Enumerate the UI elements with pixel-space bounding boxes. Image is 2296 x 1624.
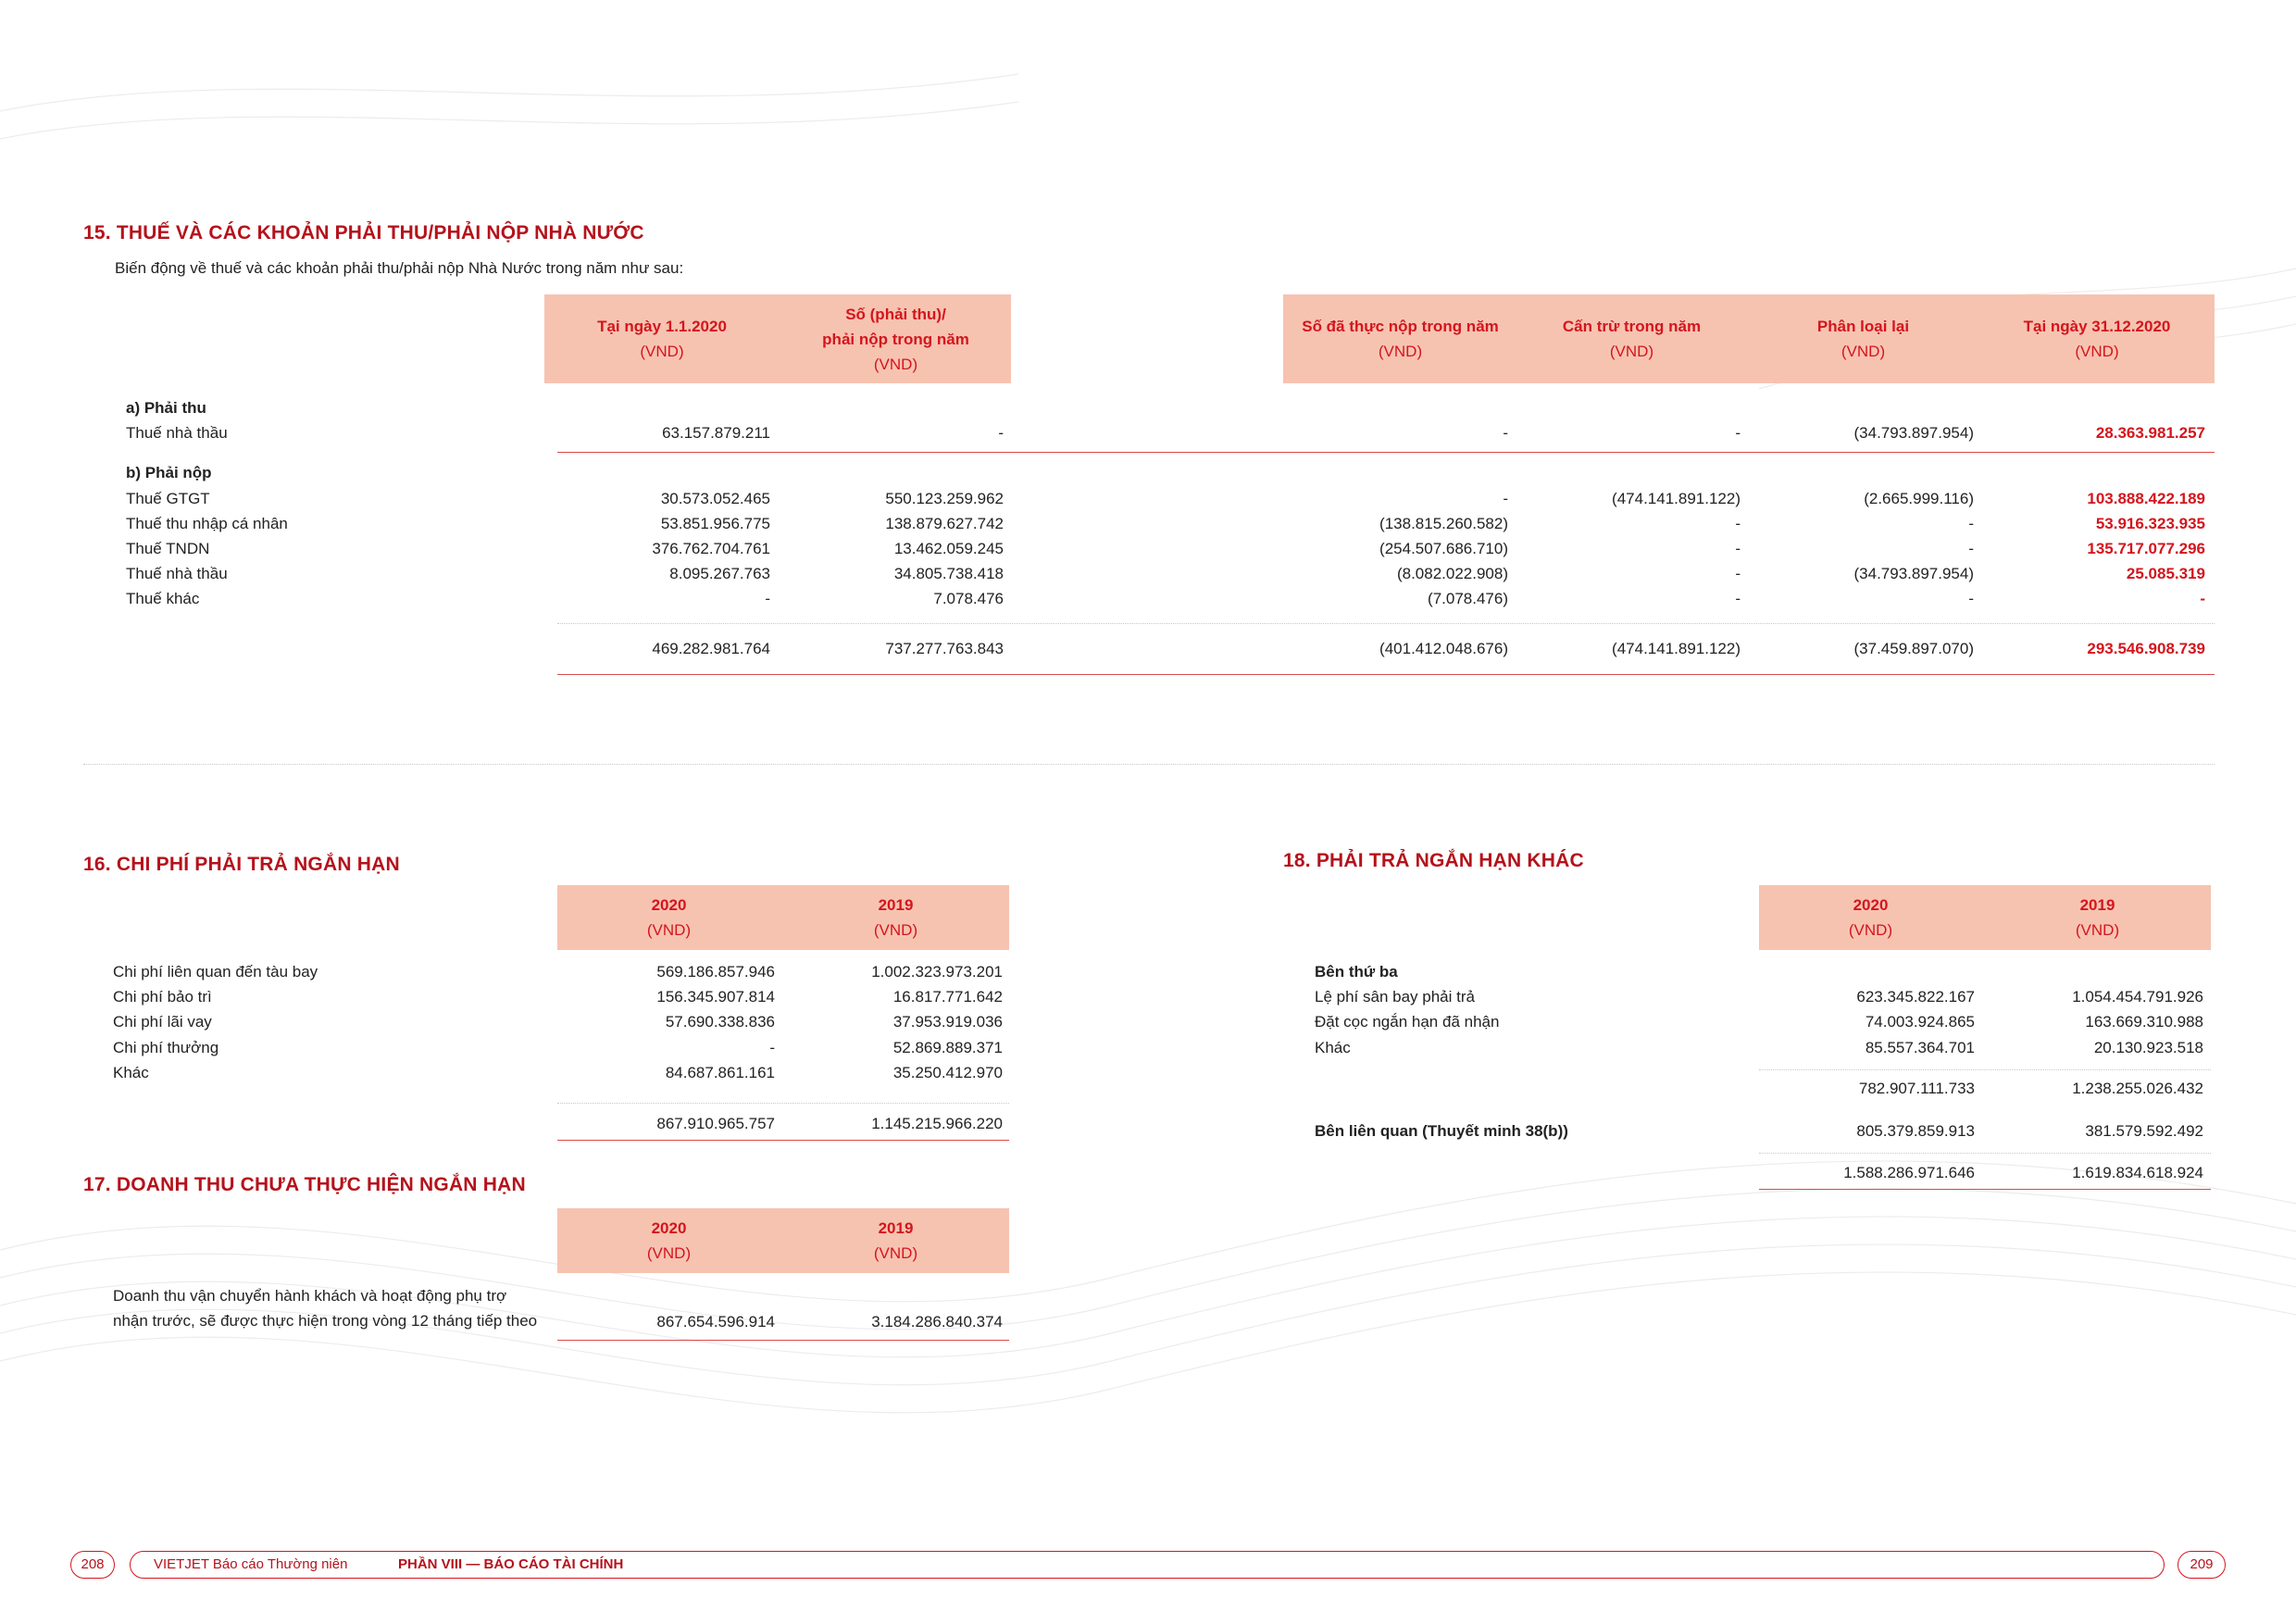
s16-cell: 1.002.323.973.201 bbox=[871, 963, 1003, 981]
s15-header-closing: Tại ngày 31.12.2020 (VND) bbox=[2023, 318, 2171, 360]
s18-dotted-divider bbox=[1759, 1069, 2211, 1070]
s15-group-b-label: b) Phải nộp bbox=[126, 464, 212, 481]
s17-header-2019: 2019 (VND) bbox=[873, 1219, 918, 1262]
s18-header-2020: 2020 (VND) bbox=[1848, 896, 1893, 939]
s15-header-opening: Tại ngày 1.1.2020 (VND) bbox=[597, 318, 727, 360]
s18-group-third-label: Bên thứ ba bbox=[1315, 963, 1398, 981]
section-17-title: 17. DOANH THU CHƯA THỰC HIỆN NGẮN HẠN bbox=[83, 1174, 526, 1195]
s15-cell-closing: 103.888.422.189 bbox=[2087, 490, 2205, 507]
s16-total-cell: 1.145.215.966.220 bbox=[871, 1115, 1003, 1132]
s15-cell: - bbox=[1968, 540, 1974, 557]
s15-cell: (474.141.891.122) bbox=[1612, 490, 1741, 507]
s18-cell: 85.557.364.701 bbox=[1865, 1039, 1975, 1056]
s16-dotted-divider bbox=[557, 1103, 1009, 1104]
s16-cell: 35.250.412.970 bbox=[892, 1064, 1003, 1081]
s15-header-reclass: Phân loại lại (VND) bbox=[1816, 318, 1910, 360]
s15-total-closing: 293.546.908.739 bbox=[2087, 640, 2205, 657]
s15-cell: 8.095.267.763 bbox=[669, 565, 770, 582]
s16-row-label: Chi phí thưởng bbox=[113, 1039, 219, 1056]
s15-total-cell: (474.141.891.122) bbox=[1612, 640, 1741, 657]
s18-row-label: Đặt cọc ngắn hạn đã nhận bbox=[1315, 1013, 1500, 1031]
s15-total-cell: (37.459.897.070) bbox=[1853, 640, 1974, 657]
s15-dotted-divider bbox=[557, 623, 2215, 624]
s15-cell: (7.078.476) bbox=[1428, 590, 1508, 607]
s15-cell: 550.123.259.962 bbox=[885, 490, 1004, 507]
s18-subtotal-cell: 782.907.111.733 bbox=[1858, 1080, 1975, 1097]
s18-related-cell: 381.579.592.492 bbox=[2085, 1122, 2203, 1140]
s15-row-label: Thuế GTGT bbox=[126, 490, 210, 507]
s15-header-paid: Số đã thực nộp trong năm (VND) bbox=[1302, 318, 1499, 360]
s15-cell-closing: 135.717.077.296 bbox=[2087, 540, 2205, 557]
s15-group-a-label: a) Phải thu bbox=[126, 399, 206, 417]
s16-row-label: Chi phí lãi vay bbox=[113, 1013, 212, 1031]
s15-cell: 30.573.052.465 bbox=[660, 490, 770, 507]
s15-cell: - bbox=[1503, 490, 1508, 507]
s16-cell: 57.690.338.836 bbox=[665, 1013, 775, 1031]
s18-cell: 20.130.923.518 bbox=[2093, 1039, 2203, 1056]
s15-cell: 13.462.059.245 bbox=[893, 540, 1004, 557]
s16-cell: - bbox=[769, 1039, 775, 1056]
s16-cell: 52.869.889.371 bbox=[892, 1039, 1003, 1056]
s15-row-label: Thuế TNDN bbox=[126, 540, 210, 557]
s15-cell: 63.157.879.211 bbox=[662, 424, 770, 442]
s15-cell: - bbox=[1503, 424, 1508, 442]
s18-dotted-divider-2 bbox=[1759, 1153, 2211, 1154]
s15-cell: - bbox=[1735, 424, 1741, 442]
s15-cell: 138.879.627.742 bbox=[885, 515, 1004, 532]
s16-total-cell: 867.910.965.757 bbox=[656, 1115, 775, 1132]
s15-total-cell: 469.282.981.764 bbox=[652, 640, 770, 657]
s16-bottom-rule bbox=[557, 1140, 1009, 1141]
footer-page-left: 208 bbox=[81, 1556, 105, 1572]
s18-cell: 1.054.454.791.926 bbox=[2072, 988, 2203, 1006]
s15-row-label: Thuế nhà thầu bbox=[126, 565, 228, 582]
s18-total-cell: 1.588.286.971.646 bbox=[1843, 1164, 1975, 1181]
s18-header-2019: 2019 (VND) bbox=[2075, 896, 2120, 939]
s16-header-2020: 2020 (VND) bbox=[646, 896, 692, 939]
section-16-title: 16. CHI PHÍ PHẢI TRẢ NGẮN HẠN bbox=[83, 854, 400, 875]
s15-row-label: Thuế thu nhập cá nhân bbox=[126, 515, 288, 532]
s15-header-incurred: Số (phải thu)/ phải nộp trong năm (VND) bbox=[822, 306, 969, 373]
s18-related-label: Bên liên quan (Thuyết minh 38(b)) bbox=[1315, 1122, 1568, 1140]
s15-cell-closing: 25.085.319 bbox=[2126, 565, 2205, 582]
s15-cell: 376.762.704.761 bbox=[652, 540, 770, 557]
s18-subtotal-cell: 1.238.255.026.432 bbox=[2072, 1080, 2203, 1097]
s15-cell-closing: 53.916.323.935 bbox=[2095, 515, 2205, 532]
s18-cell: 623.345.822.167 bbox=[1856, 988, 1975, 1006]
section-15-title: 15. THUẾ VÀ CÁC KHOẢN PHẢI THU/PHẢI NỘP NHÀ NƯỚC bbox=[83, 222, 644, 244]
s17-bottom-rule bbox=[557, 1340, 1009, 1341]
s15-cell: (8.082.022.908) bbox=[1396, 565, 1508, 582]
s15-cell: (34.793.897.954) bbox=[1853, 565, 1974, 582]
s15-cell: (34.793.897.954) bbox=[1853, 424, 1974, 442]
s17-row-label-line1: Doanh thu vận chuyển hành khách và hoạt động phụ trợ bbox=[113, 1287, 507, 1305]
s15-cell: (138.815.260.582) bbox=[1379, 515, 1508, 532]
s15-cell: (254.507.686.710) bbox=[1379, 540, 1508, 557]
s15-cell-closing: - bbox=[2200, 590, 2205, 607]
s15-cell: (2.665.999.116) bbox=[1864, 490, 1974, 507]
s18-row-label: Khác bbox=[1315, 1039, 1351, 1056]
section-18-title: 18. PHẢI TRẢ NGẮN HẠN KHÁC bbox=[1283, 850, 1584, 871]
s15-cell: 34.805.738.418 bbox=[893, 565, 1004, 582]
s18-row-label: Lệ phí sân bay phải trả bbox=[1315, 988, 1475, 1006]
s15-row-label: Thuế nhà thầu bbox=[126, 424, 228, 442]
s15-cell-closing: 28.363.981.257 bbox=[2095, 424, 2205, 442]
footer-part: PHẦN VIII — BÁO CÁO TÀI CHÍNH bbox=[398, 1556, 624, 1572]
s18-total-cell: 1.619.834.618.924 bbox=[2072, 1164, 2203, 1181]
s16-row-label: Chi phí bảo trì bbox=[113, 988, 212, 1006]
s15-cell: - bbox=[1735, 590, 1741, 607]
s15-bottom-rule bbox=[557, 674, 2215, 675]
s15-cell: - bbox=[998, 424, 1004, 442]
s16-cell: 16.817.771.642 bbox=[892, 988, 1003, 1006]
s15-total-cell: 737.277.763.843 bbox=[885, 640, 1004, 657]
s15-header-offset: Cấn trừ trong năm (VND) bbox=[1562, 318, 1702, 360]
s16-cell: 84.687.861.161 bbox=[665, 1064, 775, 1081]
s16-row-label: Chi phí liên quan đến tàu bay bbox=[113, 963, 318, 981]
s15-cell: - bbox=[1735, 540, 1741, 557]
s15-row-label: Thuế khác bbox=[126, 590, 200, 607]
s16-cell: 569.186.857.946 bbox=[656, 963, 775, 981]
s18-related-cell: 805.379.859.913 bbox=[1856, 1122, 1975, 1140]
s15-cell: - bbox=[765, 590, 770, 607]
s17-row-label-line2: nhận trước, sẽ được thực hiện trong vòng 12 tháng tiếp theo bbox=[113, 1312, 538, 1330]
s17-header-2020: 2020 (VND) bbox=[646, 1219, 692, 1262]
s17-cell: 867.654.596.914 bbox=[656, 1313, 775, 1330]
s15-total-cell: (401.412.048.676) bbox=[1379, 640, 1508, 657]
section-15-intro: Biến động về thuế và các khoản phải thu/phải nộp Nhà Nước trong năm như sau: bbox=[115, 259, 684, 277]
s15-cell: 53.851.956.775 bbox=[660, 515, 770, 532]
s16-header-2019: 2019 (VND) bbox=[873, 896, 918, 939]
s15-cell: 7.078.476 bbox=[933, 590, 1004, 607]
s18-cell: 74.003.924.865 bbox=[1865, 1013, 1975, 1031]
section-separator bbox=[83, 764, 2215, 765]
s16-row-label: Khác bbox=[113, 1064, 149, 1081]
s15-cell: - bbox=[1735, 515, 1741, 532]
s16-cell: 37.953.919.036 bbox=[892, 1013, 1003, 1031]
footer-brand: VIETJET Báo cáo Thường niên bbox=[154, 1556, 348, 1572]
s15-divider-a bbox=[557, 452, 2215, 453]
s15-cell: - bbox=[1968, 590, 1974, 607]
s18-cell: 163.669.310.988 bbox=[2085, 1013, 2203, 1031]
s17-cell: 3.184.286.840.374 bbox=[871, 1313, 1003, 1330]
s18-bottom-rule bbox=[1759, 1189, 2211, 1190]
footer-page-right: 209 bbox=[2190, 1556, 2214, 1572]
s15-cell: - bbox=[1735, 565, 1741, 582]
s16-cell: 156.345.907.814 bbox=[656, 988, 775, 1006]
s15-cell: - bbox=[1968, 515, 1974, 532]
